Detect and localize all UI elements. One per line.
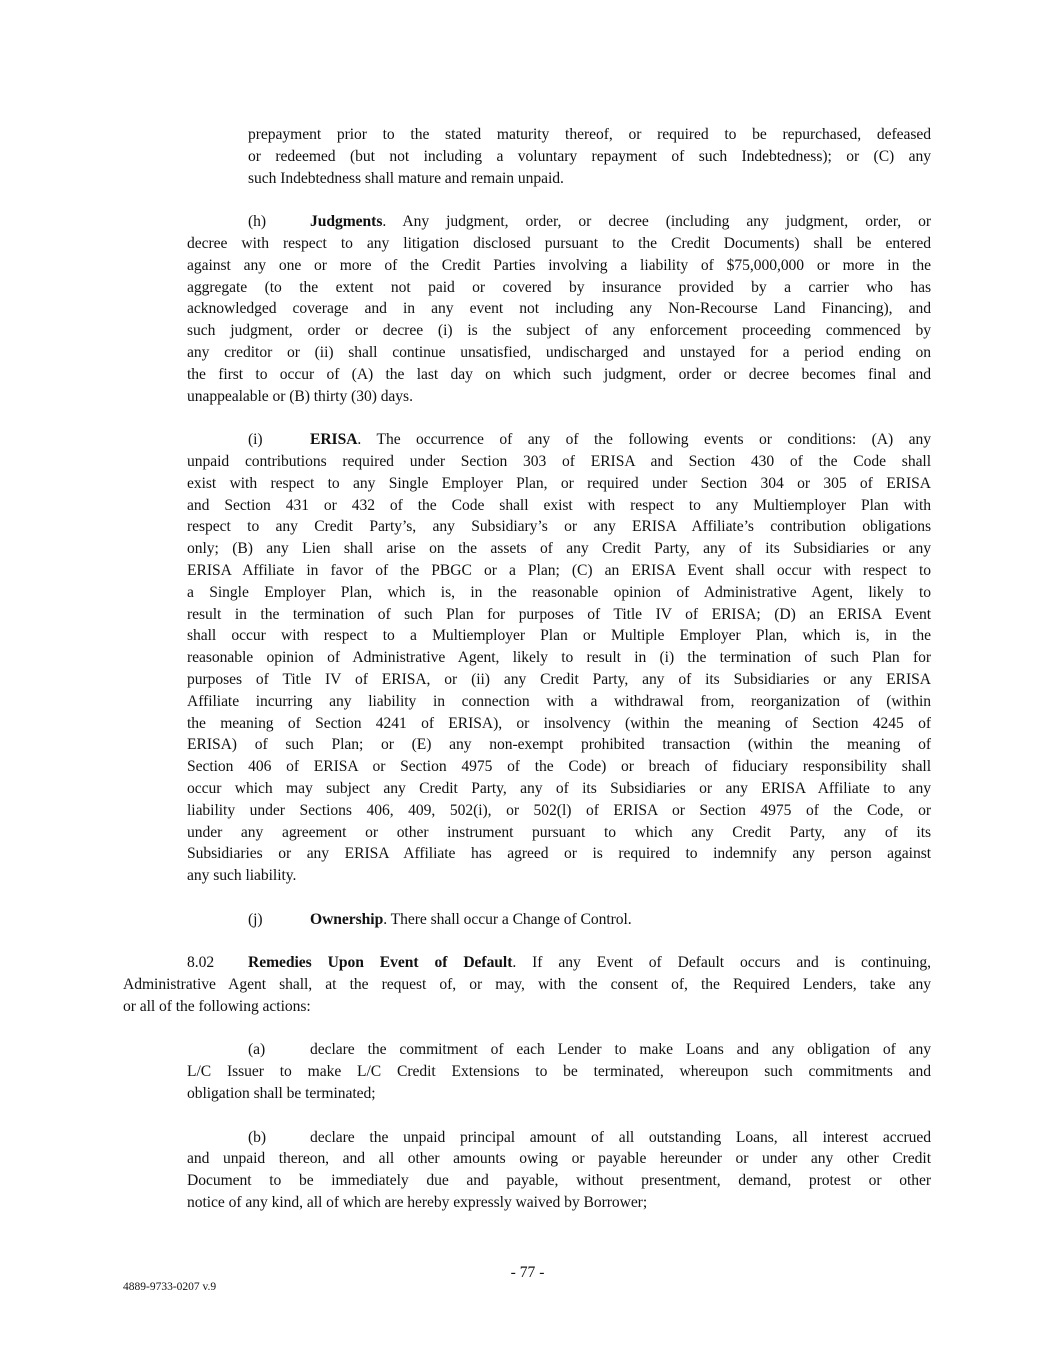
paragraph-text: prepayment prior to the stated maturity thereof, or required to be repurchased, defeased xyxy=(248,126,931,143)
paragraph-heading: Judgments xyxy=(310,213,383,231)
paragraph-a-terminate xyxy=(0,1039,1055,1104)
paragraph-line: Affiliate incurring any liability in connection with a withdrawal from, reorganization of (within xyxy=(187,692,931,710)
paragraph-line: L/C Issuer to make L/C Credit Extensions to be terminated, whereupon such commitments and xyxy=(187,1063,931,1081)
paragraph-label: 8.02 xyxy=(187,954,215,972)
paragraph-line: and Section 431 or 432 of the Code shall exist with respect to any Multiemployer Plan with xyxy=(187,496,931,514)
paragraph-line: the meaning of Section 4241 of ERISA), or insolvency (within the meaning of Section 4245 of xyxy=(187,714,931,732)
paragraph-line: or all of the following actions: xyxy=(123,997,311,1015)
paragraph-line: shall occur with respect to a Multiemployer Plan or Multiple Employer Plan, which is, in the xyxy=(187,627,931,645)
paragraph-first-line xyxy=(248,211,931,233)
paragraph-line: respect to any Credit Party’s, any Subsidiary’s or any ERISA Affiliate’s contribution obligations xyxy=(187,518,931,536)
paragraph-heading: Ownership xyxy=(310,910,384,928)
paragraph-text: . There shall occur a Change of Control. xyxy=(383,910,632,928)
paragraph-i-erisa xyxy=(0,429,1055,887)
paragraph-label: (h) xyxy=(248,213,267,231)
paragraph-line: reasonable opinion of Administrative Agent, likely to result in (i) the termination of such Plan for xyxy=(187,649,931,667)
paragraph-first-line xyxy=(248,1127,931,1149)
paragraph-first-line xyxy=(187,952,931,974)
paragraph-label: (a) xyxy=(248,1041,266,1059)
paragraph-line: a Single Employer Plan, which is, in the reasonable opinion of Administrative Agent, likely to xyxy=(187,583,931,601)
paragraph-line: occur which may subject any Credit Party, any of its Subsidiaries or any ERISA Affiliate to any xyxy=(187,779,931,797)
paragraph-text: . The occurrence of any of the following events or conditions: (A) any xyxy=(357,431,931,449)
paragraph-line: any such liability. xyxy=(187,867,297,885)
paragraph-first-line xyxy=(248,124,931,146)
paragraph-line: Section 406 of ERISA or Section 4975 of the Code) or breach of fiduciary responsibility shall xyxy=(187,758,931,776)
paragraph-line: unpaid contributions required under Section 303 of ERISA and Section 430 of the Code shall xyxy=(187,452,931,470)
paragraph-line: Subsidiaries or any ERISA Affiliate has agreed or is required to indemnify any person against xyxy=(187,845,931,863)
paragraph-s802-remedies xyxy=(0,952,1055,1017)
paragraph-line: aggregate (to the extent not paid or covered by insurance provided by a carrier who has xyxy=(187,278,931,296)
paragraph-line: unappealable or (B) thirty (30) days. xyxy=(187,387,413,405)
paragraph-first-line xyxy=(248,909,931,931)
paragraph-b-accelerate xyxy=(0,1127,1055,1214)
paragraph-label: (j) xyxy=(248,910,263,928)
paragraph-line: against any one or more of the Credit Parties involving a liability of $75,000,000 or more in the xyxy=(187,256,931,274)
paragraph-line: Document to be immediately due and payable, without presentment, demand, protest or other xyxy=(187,1172,931,1190)
paragraph-line: decree with respect to any litigation disclosed pursuant to the Credit Documents) shall be entered xyxy=(187,234,931,252)
paragraph-line: ERISA Affiliate in favor of the PBGC or a Plan; (C) an ERISA Event shall occur with respect to xyxy=(187,561,931,579)
paragraph-heading: Remedies Upon Event of Default xyxy=(248,954,513,972)
paragraph-text: . If any Event of Default occurs and is continuing, xyxy=(512,954,931,972)
paragraph-text: . Any judgment, order, or decree (including any judgment, order, or xyxy=(382,213,931,231)
paragraph-line: purposes of Title IV of ERISA, or (ii) any Credit Party, any of its Subsidiaries or any ERISA xyxy=(187,670,931,688)
paragraph-h-judgments xyxy=(0,211,1055,407)
paragraph-line: exist with respect to any Single Employer Plan, or required under Section 304 or 305 of ERISA xyxy=(187,474,931,492)
paragraph-label: (b) xyxy=(248,1128,267,1146)
paragraph-line: such Indebtedness shall mature and remain unpaid. xyxy=(248,169,564,187)
paragraph-line: under any agreement or other instrument pursuant to which any Credit Party, any of its xyxy=(187,823,931,841)
paragraph-line: and unpaid thereon, and all other amounts owing or payable hereunder or under any other Credit xyxy=(187,1150,931,1168)
paragraph-line: acknowledged coverage and in any event not including any Non-Recourse Land Financing), and xyxy=(187,300,931,318)
paragraph-line: result in the termination of such Plan for purposes of Title IV of ERISA; (D) an ERISA Event xyxy=(187,605,931,623)
paragraph-line: ERISA) of such Plan; or (E) any non-exempt prohibited transaction (within the meaning of xyxy=(187,736,931,754)
document-body xyxy=(0,124,1055,1236)
paragraph-label: (i) xyxy=(248,431,263,449)
document-id: 4889-9733-0207 v.9 xyxy=(123,1281,217,1293)
paragraph-continuation xyxy=(0,124,1055,189)
paragraph-line: the first to occur of (A) the last day on which such judgment, order or decree becomes final and xyxy=(187,365,931,383)
paragraph-line: liability under Sections 406, 409, 502(i), or 502(l) of ERISA or Section 4975 of the Code, or xyxy=(187,801,931,819)
paragraph-text: declare the commitment of each Lender to make Loans and any obligation of any xyxy=(310,1041,931,1059)
paragraph-line: obligation shall be terminated; xyxy=(187,1085,376,1103)
paragraph-heading: ERISA xyxy=(310,431,358,449)
paragraph-line: any creditor or (ii) shall continue unsatisfied, undischarged and unstayed for a period ending on xyxy=(187,343,931,361)
paragraph-first-line xyxy=(248,429,931,451)
paragraph-j-ownership xyxy=(0,909,1055,931)
paragraph-line: such judgment, order or decree (i) is the subject of any enforcement proceeding commenced by xyxy=(187,322,931,340)
paragraph-text: declare the unpaid principal amount of all outstanding Loans, all interest accrued xyxy=(310,1128,931,1146)
paragraph-line: only; (B) any Lien shall arise on the assets of any Credit Party, any of its Subsidiaries or any xyxy=(187,540,931,558)
paragraph-line: or redeemed (but not including a voluntary repayment of such Indebtedness); or (C) any xyxy=(248,147,931,165)
paragraph-first-line xyxy=(248,1039,931,1061)
paragraph-line: notice of any kind, all of which are hereby expressly waived by Borrower; xyxy=(187,1194,648,1212)
page-number: - 77 - xyxy=(510,1264,545,1281)
paragraph-line: Administrative Agent shall, at the request of, or may, with the consent of, the Required Lenders, take any xyxy=(123,976,931,994)
